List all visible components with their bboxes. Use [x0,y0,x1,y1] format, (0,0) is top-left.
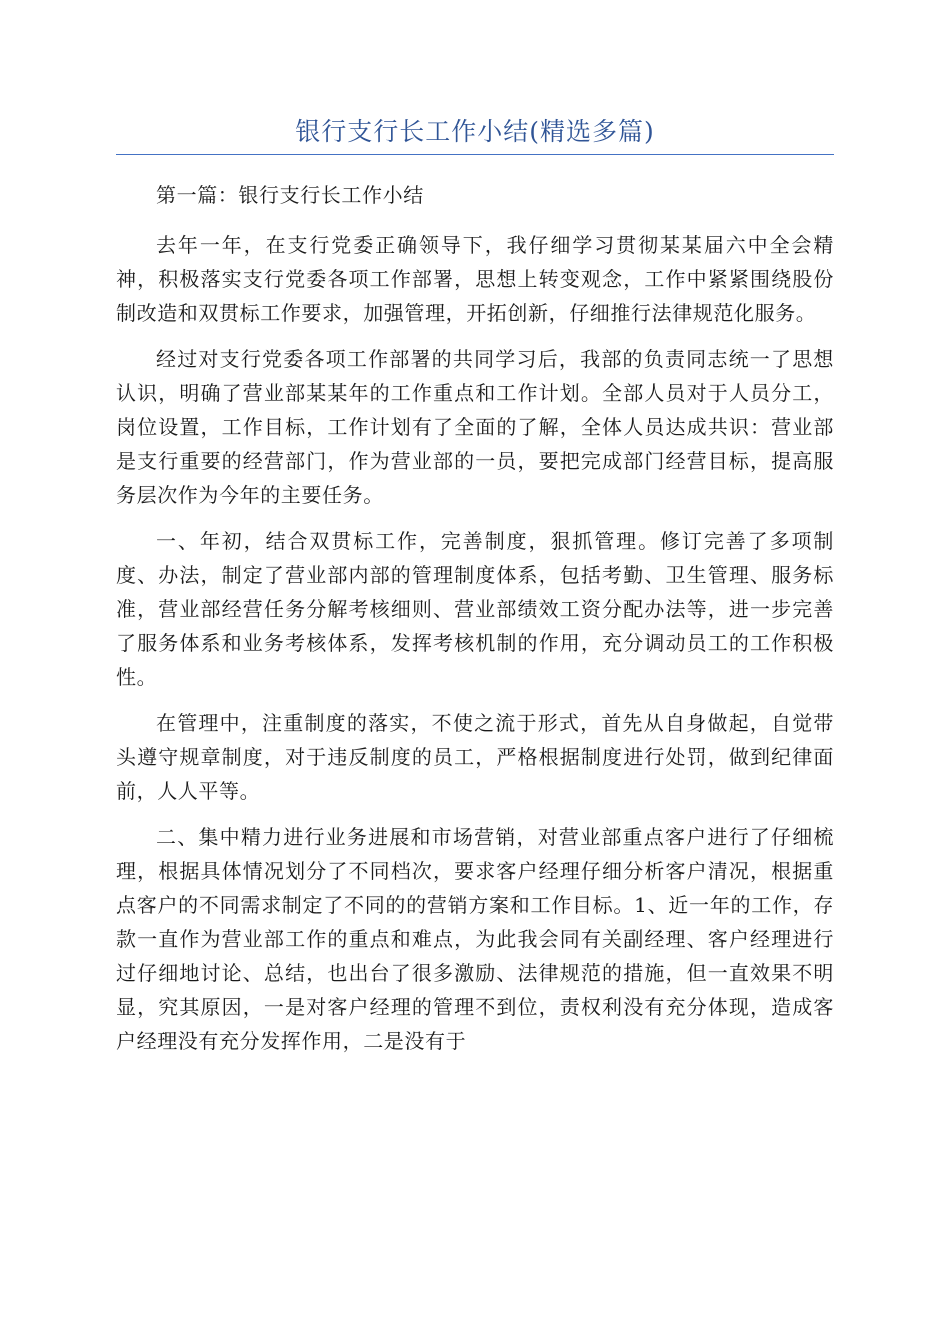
section-heading: 第一篇：银行支行长工作小结 [156,183,424,207]
paragraph-4: 在管理中，注重制度的落实，不使之流于形式，首先从自身做起，自觉带头遵守规章制度，对于违反制度的员工，严格根据制度进行处罚，做到纪律面前，人人平等。 [116,711,834,803]
paragraph-3: 一、年初，结合双贯标工作，完善制度，狠抓管理。修订完善了多项制度、办法，制定了营业部内部的管理制度体系，包括考勤、卫生管理、服务标准，营业部经营任务分解考核细则、营业部绩效工资分配办法等，进一步完善了服务体系和业务考核体系，发挥考核机制的作用，充分调动员工的工作积极性。 [116,529,834,689]
paragraph-1: 去年一年，在支行党委正确领导下，我仔细学习贯彻某某届六中全会精神，积极落实支行党委各项工作部署，思想上转变观念，工作中紧紧围绕股份制改造和双贯标工作要求，加强管理，开拓创新，仔细推行法律规范化服务。 [116,233,834,325]
paragraph-5: 二、集中精力进行业务进展和市场营销，对营业部重点客户进行了仔细梳理，根据具体情况划分了不同档次，要求客户经理仔细分析客户清况，根据重点客户的不同需求制定了不同的的营销方案和工作目标。1、近一年的工作，存款一直作为营业部工作的重点和难点，为此我会同有关副经理、客户经理进行过仔细地讨论、总结，也出台了很多激励、法律规范的措施，但一直效果不明显，究其原因，一是对客户经理的管理不到位，责权利没有充分体现，造成客户经理没有充分发挥作用，二是没有于 [116,825,834,1053]
document-body [116,178,834,1070]
paragraph-2: 经过对支行党委各项工作部署的共同学习后，我部的负责同志统一了思想认识，明确了营业部某某年的工作重点和工作计划。全部人员对于人员分工，岗位设置，工作目标，工作计划有了全面的了解，全体人员达成共识：营业部是支行重要的经营部门，作为营业部的一员，要把完成部门经营目标，提高服务层次作为今年的主要任务。 [116,347,834,507]
document-title: 银行支行长工作小结(精选多篇) [295,117,655,146]
title-underline [116,154,834,155]
